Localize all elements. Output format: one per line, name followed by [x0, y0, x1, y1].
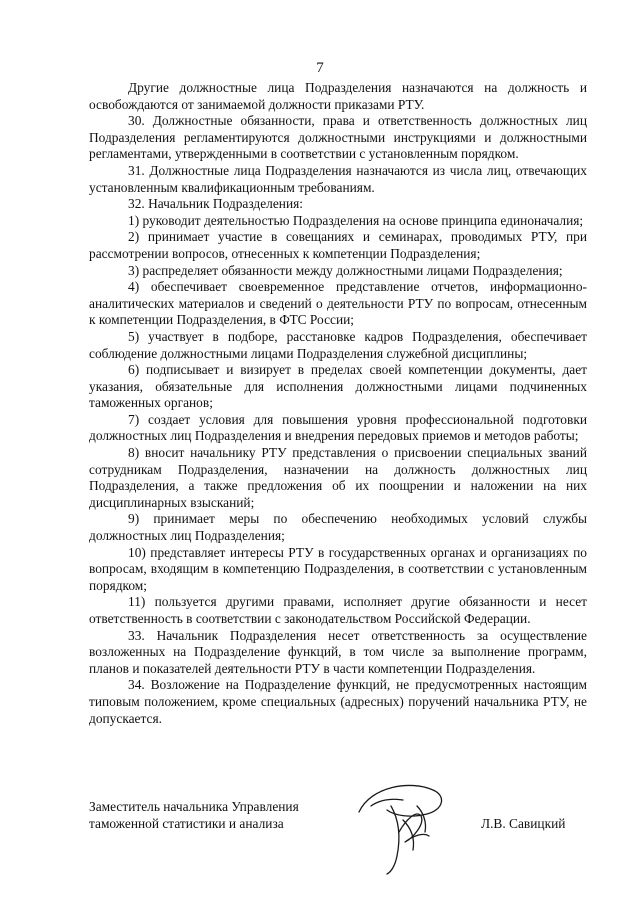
signatory-title [89, 798, 299, 832]
page-number: 7 [316, 60, 324, 76]
paragraph-30: 30. Должностные обязанности, права и ответственность должностных лиц Подразделения регламентируются должностными инструкциями и должностными регламентами, утвержденными в соответствии с установленным порядком. [89, 113, 587, 162]
paragraph-32-heading: 32. Начальник Подразделения: [128, 196, 304, 212]
list-item-8: 8) вносит начальнику РТУ представления о присвоении специальных званий сотрудникам Подразделения, назначении на должность должностных лиц Подразделения, а также предложения об их поощрении и наложении на них дисциплинарных взысканий; [89, 445, 587, 510]
list-item-10: 10) представляет интересы РТУ в государственных органах и организациях по вопросам, входящим в компетенцию Подразделения, в соответствии с установленным порядком; [89, 544, 587, 593]
signatory-name: Л.В. Савицкий [481, 816, 566, 831]
signatory-title-line-2: таможенной статистики и анализа [89, 816, 284, 831]
paragraph-34: 34. Возложение на Подразделение функций, не предусмотренных настоящим типовым положением, кроме специальных (адресных) поручений начальника РТУ, не допускается. [89, 677, 587, 726]
paragraph-other-officials: Другие должностные лица Подразделения назначаются на должность и освобождаются от занимаемой должности приказами РТУ. [89, 80, 587, 112]
list-item-11: 11) пользуется другими правами, исполняет другие обязанности и несет ответственность в соответствии с законодательством Российской Федерации. [89, 594, 587, 626]
signature-block [89, 798, 589, 878]
list-item-1: 1) руководит деятельностью Подразделения на основе принципа единоначалия; [128, 212, 584, 228]
list-item-6: 6) подписывает и визирует в пределах своей компетенции документы, дает указания, обязательные для исполнения должностными лицами подчиненных таможенных органов; [89, 362, 587, 411]
handwritten-signature [351, 776, 461, 876]
paragraph-31: 31. Должностные лица Подразделения назначаются из числа лиц, отвечающих установленным квалификационным требованиям. [89, 162, 587, 195]
list-item-4: 4) обеспечивает своевременное представление отчетов, информационно-аналитических материалов и сведений о деятельности РТУ по вопросам, отнесенным к компетенции Подразделения, в ФТС России; [89, 279, 587, 328]
list-item-9: 9) принимает меры по обеспечению необходимых условий службы должностных лиц Подразделения; [89, 511, 587, 544]
signatory-title-line-1: Заместитель начальника Управления [89, 799, 299, 814]
list-item-2: 2) принимает участие в совещаниях и семинарах, проводимых РТУ, при рассмотрении вопросов, отнесенных к компетенции Подразделения; [89, 229, 587, 261]
list-item-5: 5) участвует в подборе, расстановке кадров Подразделения, обеспечивает соблюдение должностными лицами Подразделения служебной дисциплины; [89, 328, 587, 361]
document-body [89, 80, 587, 727]
list-item-7: 7) создает условия для повышения уровня профессиональной подготовки должностных лиц Подразделения и внедрения передовых приемов и методов работы; [89, 411, 587, 444]
list-item-3: 3) распределяет обязанности между должностными лицами Подразделения; [128, 262, 563, 278]
paragraph-33: 33. Начальник Подразделения несет ответственность за осуществление возложенных на Подразделение функций, в том числе за выполнение программ, планов и показателей деятельности РТУ в части компетенции Подразделения. [89, 627, 587, 676]
